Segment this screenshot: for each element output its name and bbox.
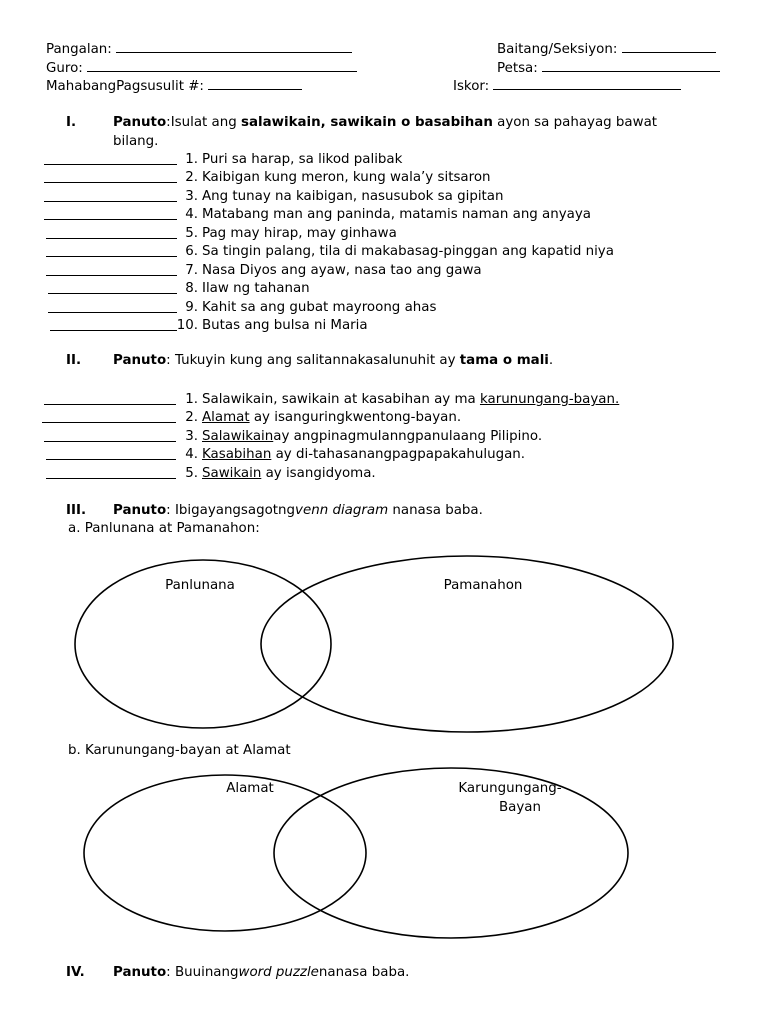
item-text-post: ay angpinagmulanngpanulaang Pilipino. [273,429,543,444]
item-text: Ang tunay na kaibigan, nasusubok sa gipitan [202,189,504,204]
part3-panuto: Panuto [113,503,167,518]
venn-b-left-circle [84,775,366,931]
item-number: 4. [185,447,198,462]
part3-text-italic: venn diagram [295,503,389,518]
part2-panuto: Panuto [113,353,167,368]
part4-panuto: Panuto [113,965,167,980]
underlined-term: Kasabihan [202,447,272,462]
part2-roman: II. [66,353,82,368]
item-number: 4. [185,207,198,222]
part1-panuto: Panuto [113,115,167,130]
item-number: 6. [185,244,198,259]
item-text-post: ay di-tahasanangpagpapakahulugan. [271,447,526,462]
part2-text-pre: : Tukuyin kung ang salitannakasalunuhit ay [166,353,460,368]
part2-text-bold: tama o mali [459,353,549,368]
item-number: 3. [185,429,198,444]
underlined-term: Salawikain [202,429,274,444]
item-number: 10. [176,318,198,333]
venn-b-heading: b. Karunungang-bayan at Alamat [68,743,291,758]
venn-a-heading: a. Panlunana at Pamanahon: [68,521,260,536]
underlined-term: Sawikain [202,466,262,481]
teacher-label: Guro: [46,61,83,76]
item-text: Kaibigan kung meron, kung wala’y sitsaron [202,170,491,185]
item-text: Sa tingin palang, tila di makabasag-pinggan ang kapatid niya [202,244,614,259]
item-number: 1. [185,152,198,167]
venn-a-left-label: Panlunana [165,578,235,593]
item-number: 2. [185,410,198,425]
venn-b-left-label: Alamat [226,781,274,796]
part4-text-italic: word puzzle [238,965,319,980]
item-number: 5. [185,226,198,241]
date-label: Petsa: [497,61,538,76]
score-label: Iskor: [453,79,490,94]
part4-roman: IV. [66,965,85,980]
part4-instruction [113,964,409,982]
test-number-label: MahabangPagsusulit #: [46,79,204,94]
item-text: Pag may hirap, may ginhawa [202,226,397,241]
item-number: 7. [185,263,198,278]
part2-text-post: . [548,353,554,368]
underlined-term: karunungang-bayan. [479,392,620,407]
part1-roman: I. [66,115,77,130]
part1-text-post: ayon sa pahayag bawat [492,115,658,130]
item-text: Nasa Diyos ang ayaw, nasa tao ang gawa [202,263,482,278]
venn-a-right-label: Pamanahon [443,578,523,593]
part1-instruction: Panuto:Isulat ang salawikain, sawikain o basabihan ayon sa pahayag bawat [113,115,658,130]
name-label: Pangalan: [46,42,112,57]
part3-text-post: nanasa baba. [388,503,483,518]
part1-instruction-line2: bilang. [113,134,159,149]
item-text: Butas ang bulsa ni Maria [202,318,368,333]
item-text-post: ay isanguringkwentong-bayan. [249,410,462,425]
item-text: Kahit sa ang gubat mayroong ahas [202,300,437,315]
venn-b-right-label-line1: Karungungang- [458,781,562,796]
grade-label: Baitang/Seksiyon: [497,42,618,57]
item-number: 5. [185,466,198,481]
item-text: Puri sa harap, sa likod palibak [202,152,403,167]
part4-text-pre: : Buuinang [166,965,239,980]
item-number: 9. [185,300,198,315]
item-number: 2. [185,170,198,185]
item-number: 8. [185,281,198,296]
item-text: Salawikain, sawikain at kasabihan ay ma [202,392,480,407]
part3-roman: III. [66,503,87,518]
part4-text-post: nanasa baba. [318,965,410,980]
item-text: Matabang man ang paninda, matamis naman ang anyaya [202,207,592,222]
underlined-term: Alamat [202,410,250,425]
item-text: Ilaw ng tahanan [202,281,310,296]
item-number: 3. [185,189,198,204]
item-number: 1. [185,392,198,407]
part1-text-pre: Isulat ang [170,115,241,130]
venn-b-right-label-line2: Bayan [498,800,541,815]
part1-text-bold: salawikain, sawikain o basabihan [240,115,493,130]
part3-text-pre: : Ibigayangsagotng [166,503,296,518]
item-text-post: ay isangidyoma. [261,466,376,481]
